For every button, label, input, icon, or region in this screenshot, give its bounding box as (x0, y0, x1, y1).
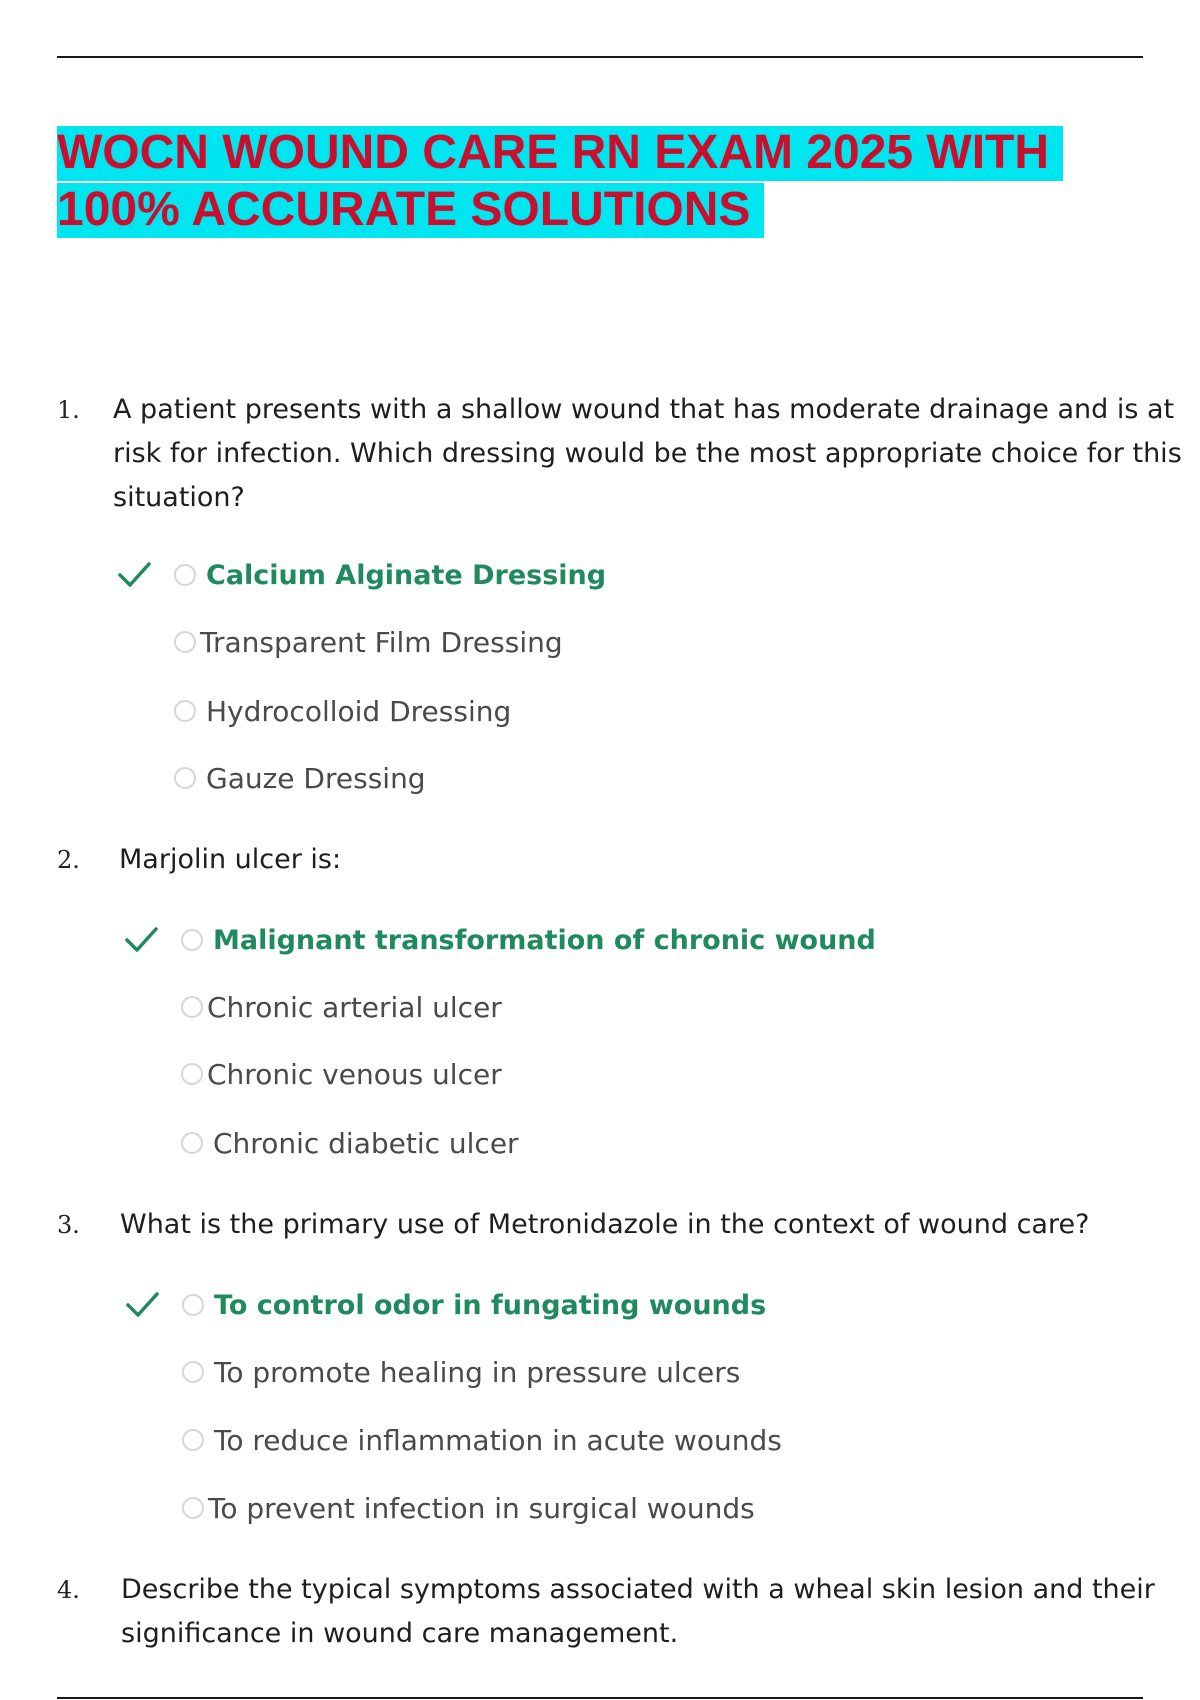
option-label: To control odor in fungating wounds (214, 1289, 767, 1321)
radio-button[interactable] (174, 767, 196, 789)
option-label: Calcium Alginate Dressing (206, 559, 607, 591)
radio-button[interactable] (181, 996, 203, 1018)
answer-option[interactable] (174, 756, 426, 800)
question-text: What is the primary use of Metronidazole in the context of wound care? (120, 1209, 1090, 1240)
checkmark-icon (116, 557, 152, 593)
option-label: Chronic arterial ulcer (207, 990, 502, 1024)
question-text: A patient presents with a shallow wound that has moderate drainage and is at risk for infection. Which dressing would be the most appropriate choice for this situation? (113, 394, 1182, 513)
option-label: Hydrocolloid Dressing (206, 694, 512, 728)
answer-option[interactable] (174, 620, 563, 664)
option-label: To promote healing in pressure ulcers (214, 1355, 741, 1389)
answer-option[interactable] (182, 1350, 740, 1394)
option-label: Chronic venous ulcer (207, 1057, 502, 1091)
option-label: Gauze Dressing (206, 761, 426, 795)
radio-button[interactable] (174, 700, 196, 722)
bottom-divider (57, 1697, 1143, 1699)
document-title (57, 124, 1157, 238)
answer-option[interactable] (181, 985, 502, 1029)
checkmark-icon (124, 1287, 160, 1323)
answer-option[interactable] (174, 689, 511, 733)
radio-button[interactable] (181, 1132, 203, 1154)
answer-option[interactable] (181, 918, 876, 962)
answer-option[interactable] (182, 1283, 766, 1327)
title-line-2: 100% ACCURATE SOLUTIONS (57, 183, 764, 238)
radio-button[interactable] (174, 631, 196, 653)
question-number: 4. (57, 1576, 80, 1604)
answer-option[interactable] (182, 1486, 755, 1530)
title-line-1: WOCN WOUND CARE RN EXAM 2025 WITH (57, 126, 1063, 181)
question-text: Describe the typical symptoms associated with a wheal skin lesion and their significance in wound care management. (121, 1574, 1155, 1649)
question-number: 2. (57, 846, 80, 874)
question-number: 3. (57, 1211, 80, 1239)
checkmark-icon (123, 922, 159, 958)
radio-button[interactable] (182, 1497, 204, 1519)
radio-button[interactable] (182, 1294, 204, 1316)
question-number: 1. (57, 396, 80, 424)
option-label: To reduce inflammation in acute wounds (214, 1423, 782, 1457)
option-label: To prevent infection in surgical wounds (208, 1491, 755, 1525)
option-label: Transparent Film Dressing (200, 625, 563, 659)
answer-option[interactable] (182, 1418, 782, 1462)
radio-button[interactable] (181, 929, 203, 951)
radio-button[interactable] (174, 564, 196, 586)
option-label: Malignant transformation of chronic wound (213, 924, 876, 956)
radio-button[interactable] (181, 1063, 203, 1085)
answer-option[interactable] (181, 1052, 502, 1096)
answer-option[interactable] (181, 1121, 519, 1165)
option-label: Chronic diabetic ulcer (213, 1126, 519, 1160)
answer-option[interactable] (174, 553, 606, 597)
question-text: Marjolin ulcer is: (119, 844, 342, 875)
radio-button[interactable] (182, 1429, 204, 1451)
top-divider (57, 56, 1143, 58)
radio-button[interactable] (182, 1361, 204, 1383)
